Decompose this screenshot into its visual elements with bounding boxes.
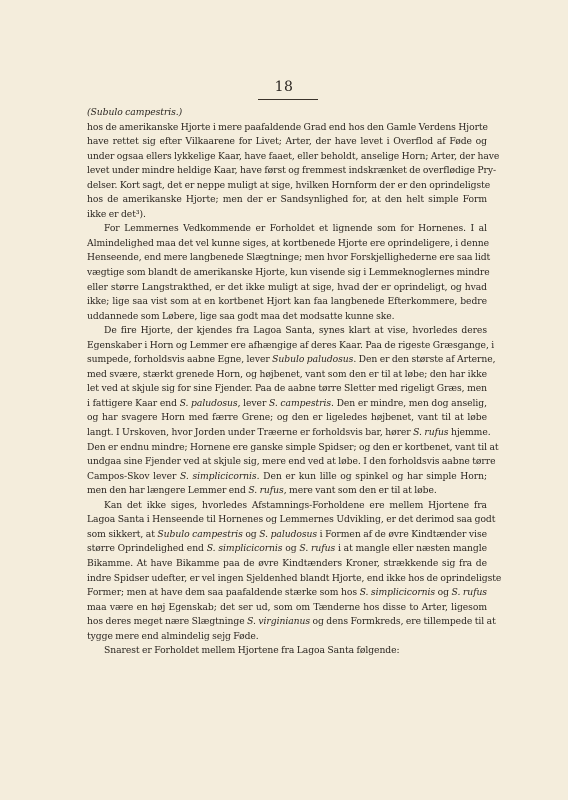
text-line: ikke; lige saa vist som at en kortbenet Hjort kan faa langbenede Efterkommere, bedre [87, 296, 487, 308]
text-line: ikke er det³). [87, 208, 146, 220]
text-line: levet under mindre heldige Kaar, have først og fremmest indskrænket de overflødige Pry- [87, 165, 497, 177]
text-line: og har svagere Horn med færre Grene; og den er ligeledes højbenet, vant til at løbe [87, 412, 487, 424]
text-line: indre Spidser udefter, er vel ingen Sjeldenhed blandt Hjorte, end ikke hos de oprindeligste [87, 572, 502, 584]
text-line: For Lemmernes Vedkommende er Forholdet et lignende som for Hornenes. I al [104, 223, 487, 235]
text-line: med svære, stærkt grenede Horn, og højbenet, vant som den er til at løbe; den har ikke [87, 368, 487, 380]
text-line: tygge mere end almindelig sejg Føde. [87, 630, 259, 642]
text-line: undgaa sine Fjender ved at skjule sig, mere end ved at løbe. I den forholdsvis aabne tørre [87, 456, 496, 468]
text-line: hos de amerikanske Hjorte i mere paafaldende Grad end hos den Gamle Verdens Hjorte [87, 121, 488, 133]
text-line: Kan det ikke siges, hvorledes Afstamnings-Forholdene ere mellem Hjortene fra [104, 499, 487, 511]
text-line: Den er endnu mindre; Hornene ere ganske simple Spidser; og den er kortbenet, vant til at [87, 441, 499, 453]
text-line: uddannede som Løbere, lige saa godt maa det modsatte kunne ske. [87, 310, 395, 322]
text-line: delser. Kort sagt, det er neppe muligt at sige, hvilken Hornform der er den oprindeligste [87, 179, 491, 191]
text-line: Campos-Skov lever S. simplicicornis. Den er kun lille og spinkel og har simple Horn; [87, 470, 487, 482]
text-line: Henseende, end mere langbenede Slægtninge; men hvor Forskjellighederne ere saa lidt [87, 252, 491, 264]
text-line: som sikkert, at Subulo campestris og S. paludosus i Formen af de øvre Kindtænder vise [87, 528, 488, 540]
body-text [87, 106, 502, 659]
text-line: hos de amerikanske Hjorte; men der er Sandsynlighed for, at den helt simple Form [87, 194, 487, 206]
text-line: let ved at skjule sig for sine Fjender. Paa de aabne tørre Sletter med rigeligt Græs, men [87, 383, 487, 395]
text-line: under ogsaa ellers lykkelige Kaar, have faaet, eller beholdt, anselige Horn; Arter, der have [87, 150, 500, 162]
text-line: større Oprindelighed end S. simplicicornis og S. rufus i at mangle eller næsten mangle [87, 543, 487, 555]
text-line: hos deres meget nære Slægtninge S. virginianus og dens Formkreds, ere tillempede til at [87, 616, 496, 628]
text-line: Snarest er Forholdet mellem Hjortene fra Lagoa Santa følgende: [104, 645, 400, 657]
text-line: sumpede, forholdsvis aabne Egne, lever Subulo paludosus. Den er den største af Arterne, [87, 354, 496, 366]
text-line: men den har længere Lemmer end S. rufus, mere vant som den er til at løbe. [87, 485, 437, 497]
header-rule [258, 99, 318, 100]
text-line: Former; men at have dem saa paafaldende stærke som hos S. simplicicornis og S. rufus [87, 587, 487, 599]
section-label: (Subulo campestris.) [87, 107, 183, 118]
text-line: Almindelighed maa det vel kunne siges, at kortbenede Hjorte ere oprindeligere, i denne [87, 237, 489, 249]
text-line: Egenskaber i Horn og Lemmer ere afhængige af deres Kaar. Paa de rigeste Græsgange, i [87, 339, 495, 351]
text-line: Lagoa Santa i Henseende til Hornenes og Lemmernes Udvikling, er det derimod saa godt [87, 514, 496, 526]
text-line: De fire Hjorte, der kjendes fra Lagoa Santa, synes klart at vise, hvorledes deres [104, 325, 487, 337]
text-line: maa være en høj Egenskab; det ser ud, som om Tænderne hos disse to Arter, ligesom [87, 601, 487, 613]
text-line: Bikamme. At have Bikamme paa de øvre Kindtænders Kroner, strækkende sig fra de [87, 557, 487, 569]
text-line: vægtige som blandt de amerikanske Hjorte, kun visende sig i Lemmeknoglernes mindre [87, 267, 490, 279]
text-line: langt. I Urskoven, hvor Jorden under Træerne er forholdsvis bar, hører S. rufus hjemme. [87, 427, 491, 439]
paragraphs-container [87, 121, 502, 659]
text-line: have rettet sig efter Vilkaarene for Livet; Arter, der have levet i Overflod af Føde og [87, 136, 487, 148]
page-number: 18 [274, 79, 294, 95]
text-line: i fattigere Kaar end S. paludosus, lever S. campestris. Den er mindre, men dog anselig, [87, 397, 488, 409]
text-line: eller større Langstrakthed, er det ikke muligt at sige, hvad der er oprindeligt, og hvad [87, 281, 487, 293]
